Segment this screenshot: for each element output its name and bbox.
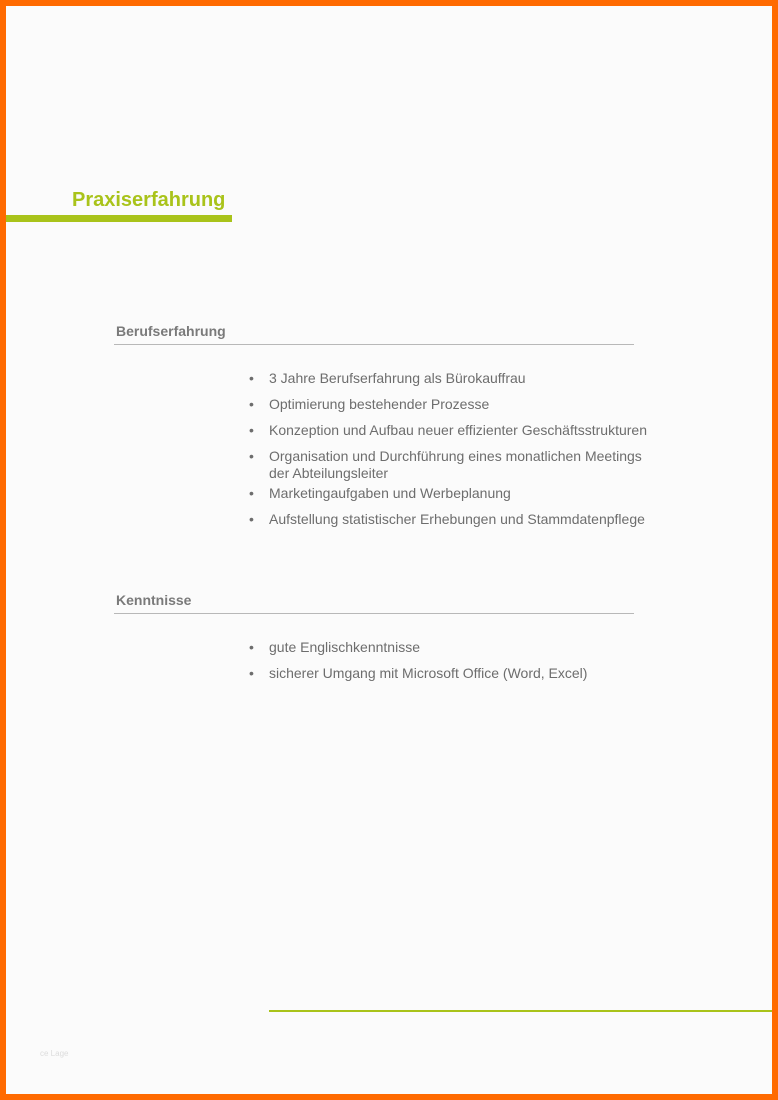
bullet-icon: • [249,370,254,386]
list-item [249,511,669,528]
list-item-text: gute Englischkenntnisse [269,639,420,655]
bullet-icon: • [249,448,254,464]
list-item [249,396,669,413]
skills-heading: Kenntnisse [114,591,634,614]
footer-watermark: ce Lage [40,1049,69,1058]
list-item [249,665,669,682]
experience-heading: Berufserfahrung [114,322,634,345]
experience-list [249,370,669,528]
title-block [6,188,232,222]
skills-section [114,591,634,614]
title-accent-bar [6,215,232,222]
list-item [249,370,669,387]
bullet-icon: • [249,665,254,681]
list-item [249,422,669,439]
list-item [249,485,669,502]
list-item [249,639,669,656]
list-item-text: 3 Jahre Berufserfahrung als Bürokauffrau [269,370,526,386]
bullet-icon: • [249,639,254,655]
list-item-text: Konzeption und Aufbau neuer effizienter Geschäftsstrukturen [269,422,647,438]
list-item [249,448,659,482]
bullet-icon: • [249,422,254,438]
bullet-icon: • [249,511,254,527]
list-item-text: Optimierung bestehender Prozesse [269,396,490,412]
skills-list [249,639,669,682]
list-item-text: Organisation und Durchführung eines monatlichen Meetings der Abteilungsleiter [269,448,642,481]
bottom-accent-rule [269,1010,778,1012]
list-item-text: sicherer Umgang mit Microsoft Office (Word, Excel) [269,665,588,681]
experience-section [114,322,634,345]
bullet-icon: • [249,485,254,501]
page-title: Praxiserfahrung [72,189,226,211]
bullet-icon: • [249,396,254,412]
list-item-text: Aufstellung statistischer Erhebungen und Stammdatenpflege [269,511,645,527]
list-item-text: Marketingaufgaben und Werbeplanung [269,485,511,501]
